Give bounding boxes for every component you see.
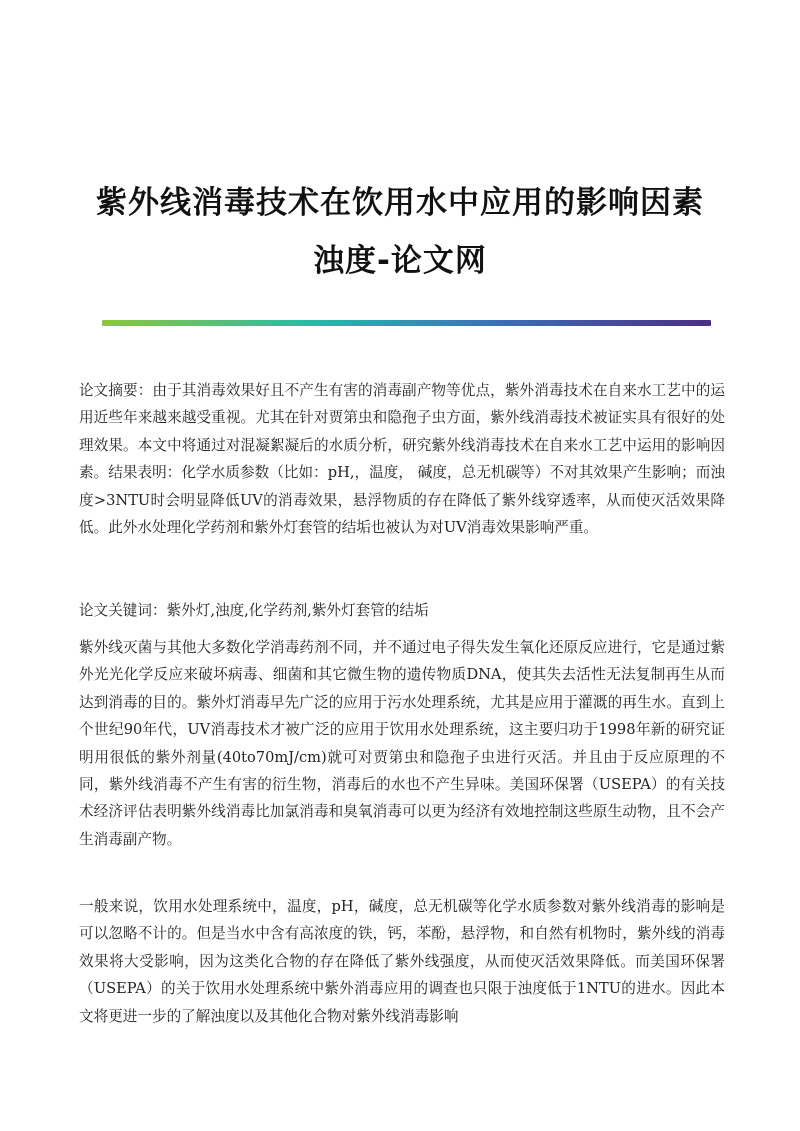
paper-title-line-2: 浊度-论文网: [313, 242, 487, 279]
body-paragraph-2: 一般来说，饮用水处理系统中，温度，pH，碱度，总无机碳等化学水质参数对紫外线消毒的影响是可以忽略不计的。但是当水中含有高浓度的铁，钙，苯酚，悬浮物，和自然有机物时，紫外线的消毒效果将大受影响，因为这类化合物的存在降低了紫外线强度，从而使灭活效果降低。而美国环保署（USEPA）的关于饮用水处理系统中紫外消毒应用的调查也只限于浊度低于1NTU的进水。因此本文将更进一步的了解浊度以及其他化合物对紫外线消毒影响: [79, 898, 725, 1025]
body-paragraph-1: 紫外线灭菌与其他大多数化学消毒药剂不同，并不通过电子得失发生氧化还原反应进行，它是通过紫外光光化学反应来破坏病毒、细菌和其它微生物的遗传物质DNA，使其失去活性无法复制再生从而达到消毒的目的。紫外灯消毒早先广泛的应用于污水处理系统，尤其是应用于灌溉的再生水。直到上个世纪90年代，UV消毒技术才被广泛的应用于饮用水处理系统，这主要归功于1998年新的研究证明用很低的紫外剂量(40to70mJ/cm)就可对贾第虫和隐孢子虫进行灭活。并且由于反应原理的不同，紫外线消毒不产生有害的衍生物，消毒后的水也不产生异味。美国环保署（USEPA）的有关技术经济评估表明紫外线消毒比加氯消毒和臭氧消毒可以更为经济有效地控制这些原生动物，且不会产生消毒副产物。: [79, 639, 725, 848]
paper-title-line-1: 紫外线消毒技术在饮用水中应用的影响因素: [96, 184, 704, 221]
keywords-line: 论文关键词：紫外灯,浊度,化学药剂,紫外灯套管的结垢: [79, 602, 429, 619]
abstract-paragraph: 论文摘要：由于其消毒效果好且不产生有害的消毒副产物等优点，紫外消毒技术在自来水工艺中的运用近些年来越来越受重视。尤其在针对贾第虫和隐孢子虫方面，紫外线消毒技术被证实具有很好的处理效果。本文中将通过对混凝絮凝后的水质分析，研究紫外线消毒技术在自来水工艺中运用的影响因素。结果表明：化学水质参数（比如：pH,，温度， 碱度，总无机碳等）不对其效果产生影响；而浊度>3NTU时会明显降低UV的消毒效果，悬浮物质的存在降低了紫外线穿透率，从而使灭活效果降低。此外水处理化学药剂和紫外灯套管的结垢也被认为对UV消毒效果影响严重。: [79, 382, 725, 537]
title-divider: [102, 320, 711, 326]
